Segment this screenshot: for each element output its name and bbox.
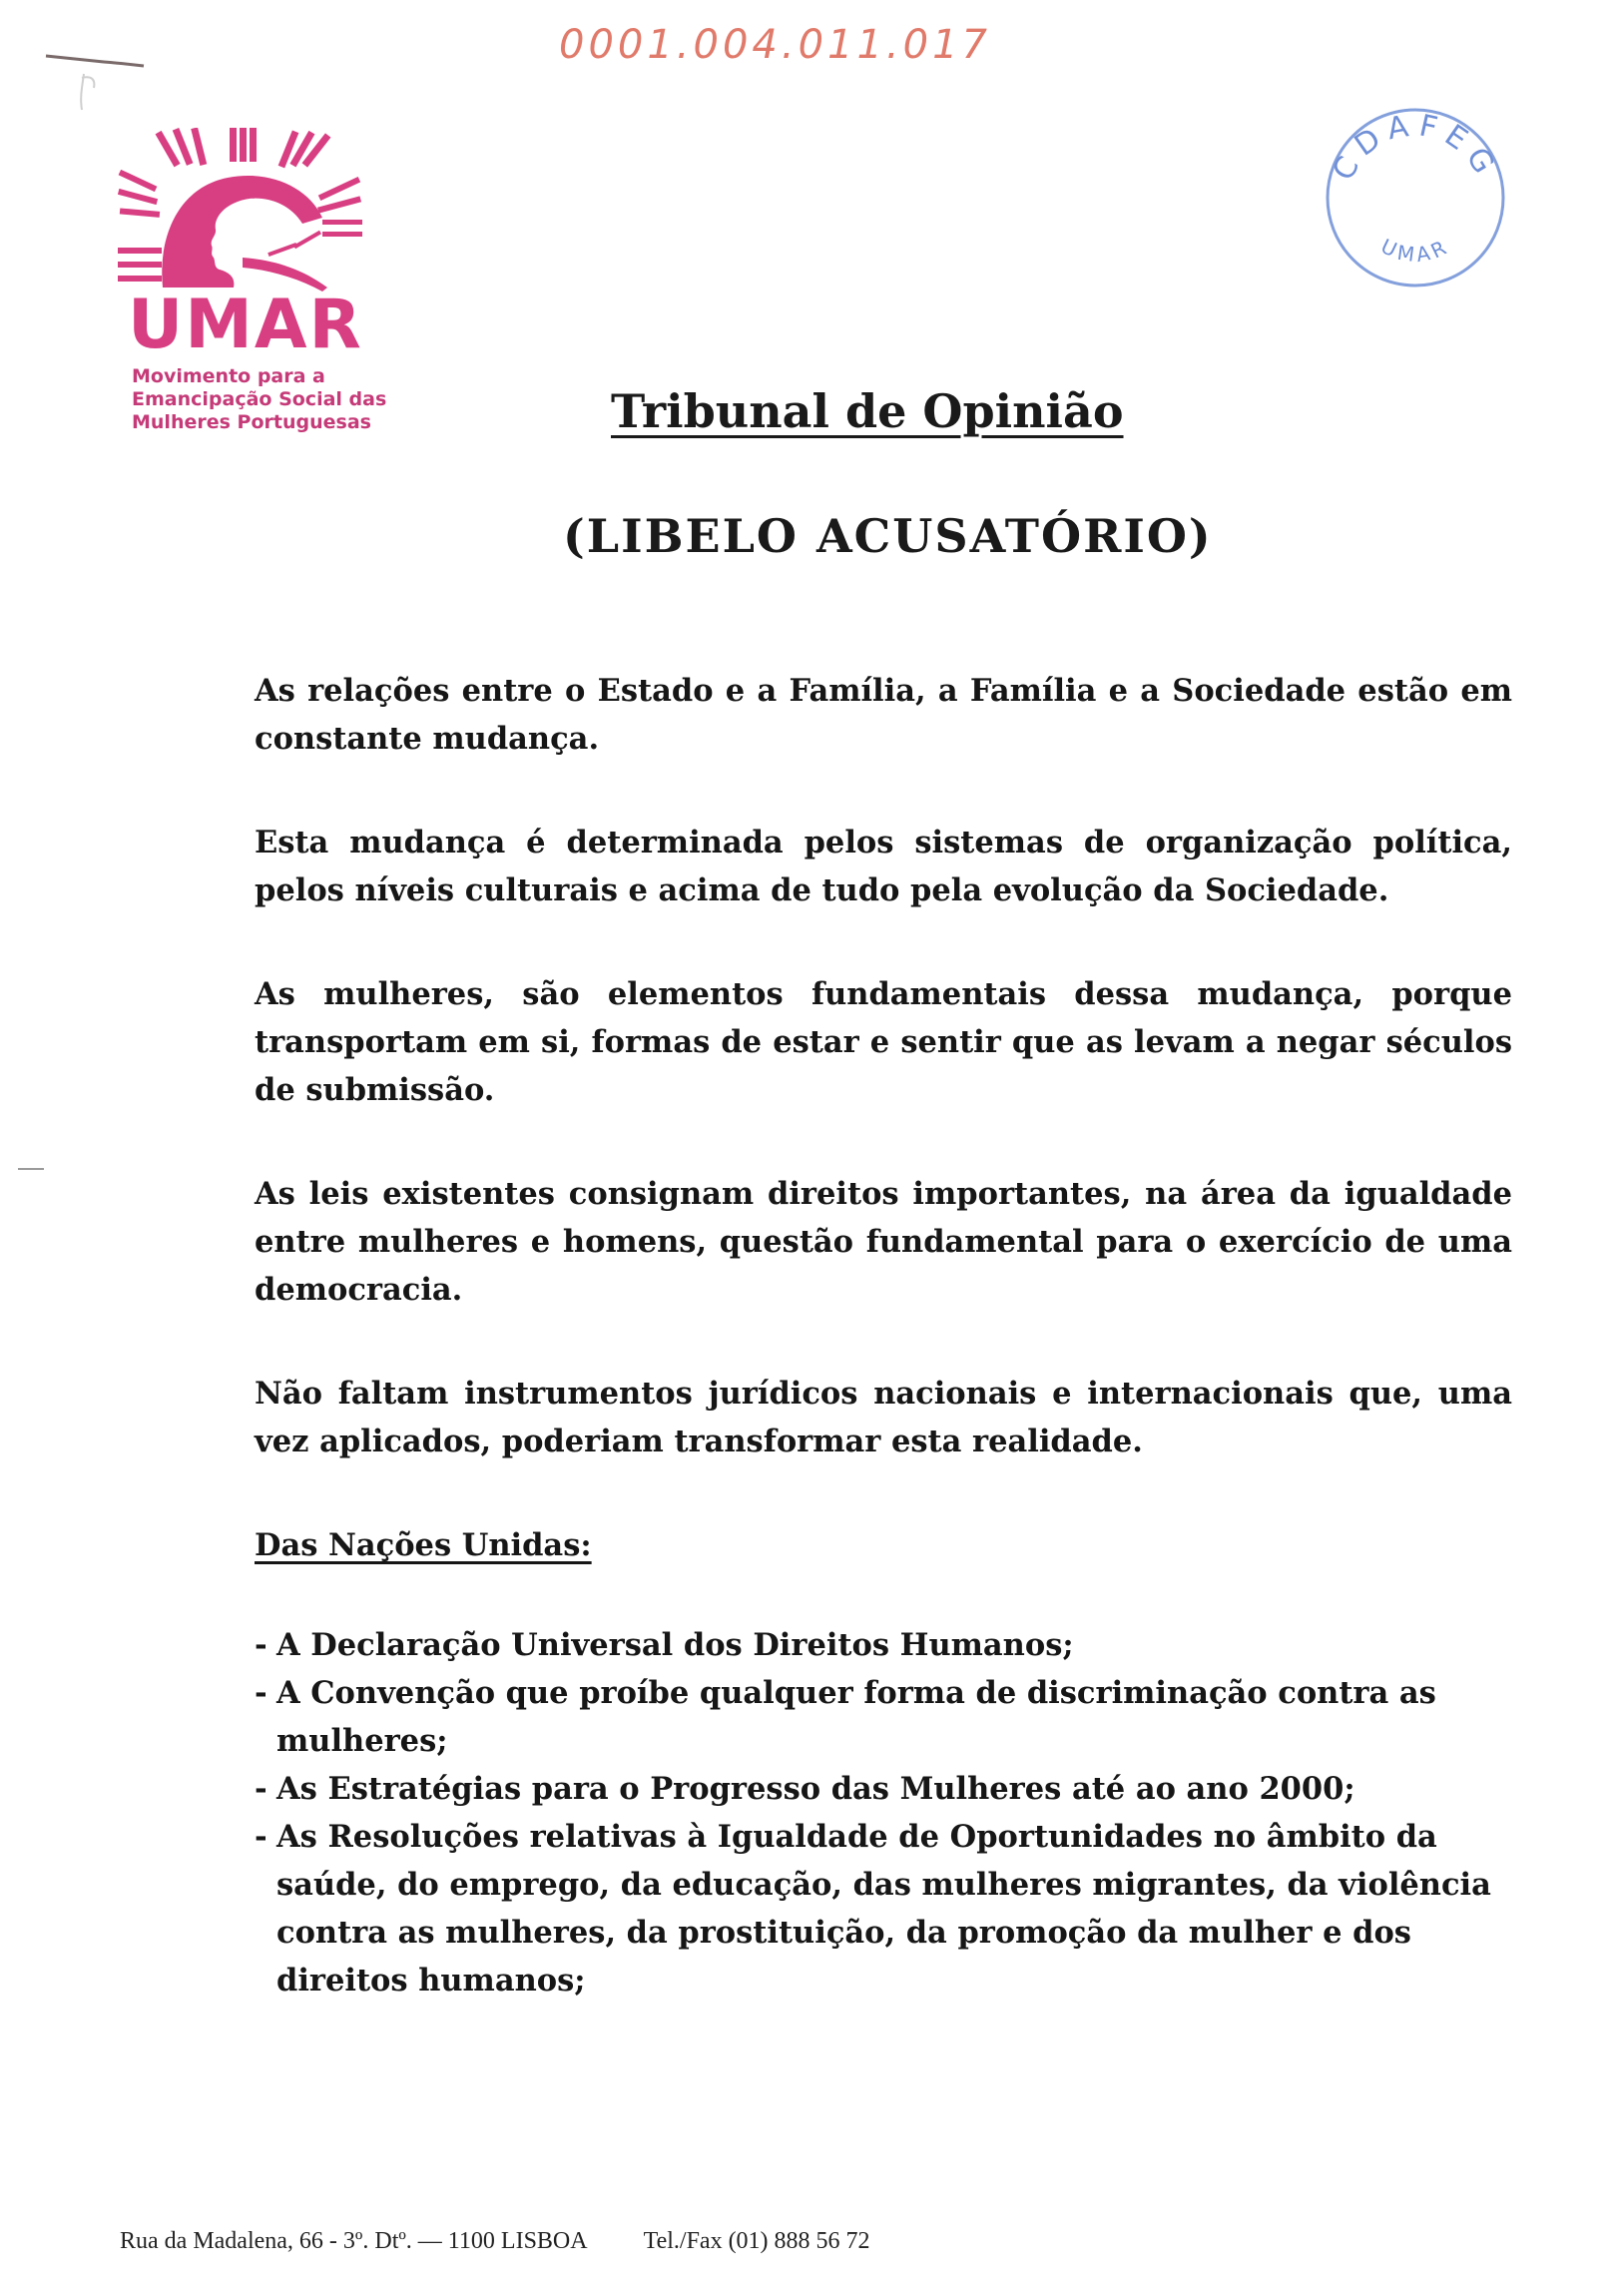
list-item-text: A Declaração Universal dos Direitos Humanos; [276, 1627, 1074, 1663]
stamp-bottom-text: UMAR [1376, 234, 1454, 268]
list-item-text: As Resoluções relativas à Igualdade de Oportunidades no âmbito da saúde, do emprego, da educação, das mulheres migrantes, da violência contra as mulheres, da prostituição, da promoção da mulher e dos direitos humanos; [276, 1819, 1491, 1999]
paragraph: Esta mudança é determinada pelos sistemas de organização política, pelos níveis culturais e acima de tudo pela evolução da Sociedade. [255, 825, 1512, 908]
list-dash: - [255, 1675, 268, 1711]
cdafeg-stamp [1322, 104, 1509, 291]
section-heading: Das Nações Unidas: [255, 1527, 592, 1563]
list-item [255, 1669, 1512, 1765]
umar-logo [118, 128, 387, 434]
list-item-text: As Estratégias para o Progresso das Mulheres até ao ano 2000; [276, 1771, 1355, 1807]
list-dash: - [255, 1771, 268, 1807]
page-title: Tribunal de Opinião [611, 384, 1124, 438]
document-body [255, 667, 1512, 2005]
paragraph: As relações entre o Estado e a Família, a Família e a Sociedade estão em constante mudança. [255, 673, 1512, 757]
paragraph: Não faltam instrumentos jurídicos nacionais e internacionais que, uma vez aplicados, poderiam transformar esta realidade. [255, 1376, 1512, 1459]
list-dash: - [255, 1627, 268, 1663]
sun-profile-icon [118, 128, 367, 297]
corner-scribble [44, 48, 154, 118]
stamp-top-text: CDAFEG [1326, 107, 1505, 187]
archive-number: 0001.004.011.017 [559, 22, 991, 68]
page-subtitle: (LIBELO ACUSATÓRIO) [563, 509, 1213, 563]
logo-subtitle [132, 365, 387, 434]
svg-text:UMAR [1377, 234, 1453, 267]
margin-tick [18, 1168, 44, 1170]
list-item [255, 1765, 1512, 1813]
paragraph: As leis existentes consignam direitos importantes, na área da igualdade entre mulheres e homens, questão fundamental para o exercício de uma democracia. [255, 1176, 1512, 1308]
footer-phone: Tel./Fax (01) 888 56 72 [643, 2228, 870, 2254]
list-item [255, 1813, 1512, 2005]
list-item-text: A Convenção que proíbe qualquer forma de discriminação contra as mulheres; [276, 1675, 1436, 1759]
logo-subtitle-line: Mulheres Portuguesas [132, 411, 371, 433]
footer [120, 2228, 870, 2255]
un-instruments-list [255, 1621, 1512, 2005]
svg-text:CDAFEG [1326, 108, 1504, 187]
paragraph: As mulheres, são elementos fundamentais dessa mudança, porque transportam em si, formas de estar e sentir que as levam a negar séculos de submissão. [255, 976, 1512, 1108]
footer-address: Rua da Madalena, 66 - 3º. Dtº. — 1100 LISBOA [120, 2228, 588, 2254]
logo-subtitle-line: Emancipação Social das [132, 388, 387, 410]
list-item [255, 1621, 1512, 1669]
list-dash: - [255, 1819, 268, 1855]
logo-subtitle-line: Movimento para a [132, 365, 325, 387]
logo-wordmark: UMAR [128, 286, 363, 364]
